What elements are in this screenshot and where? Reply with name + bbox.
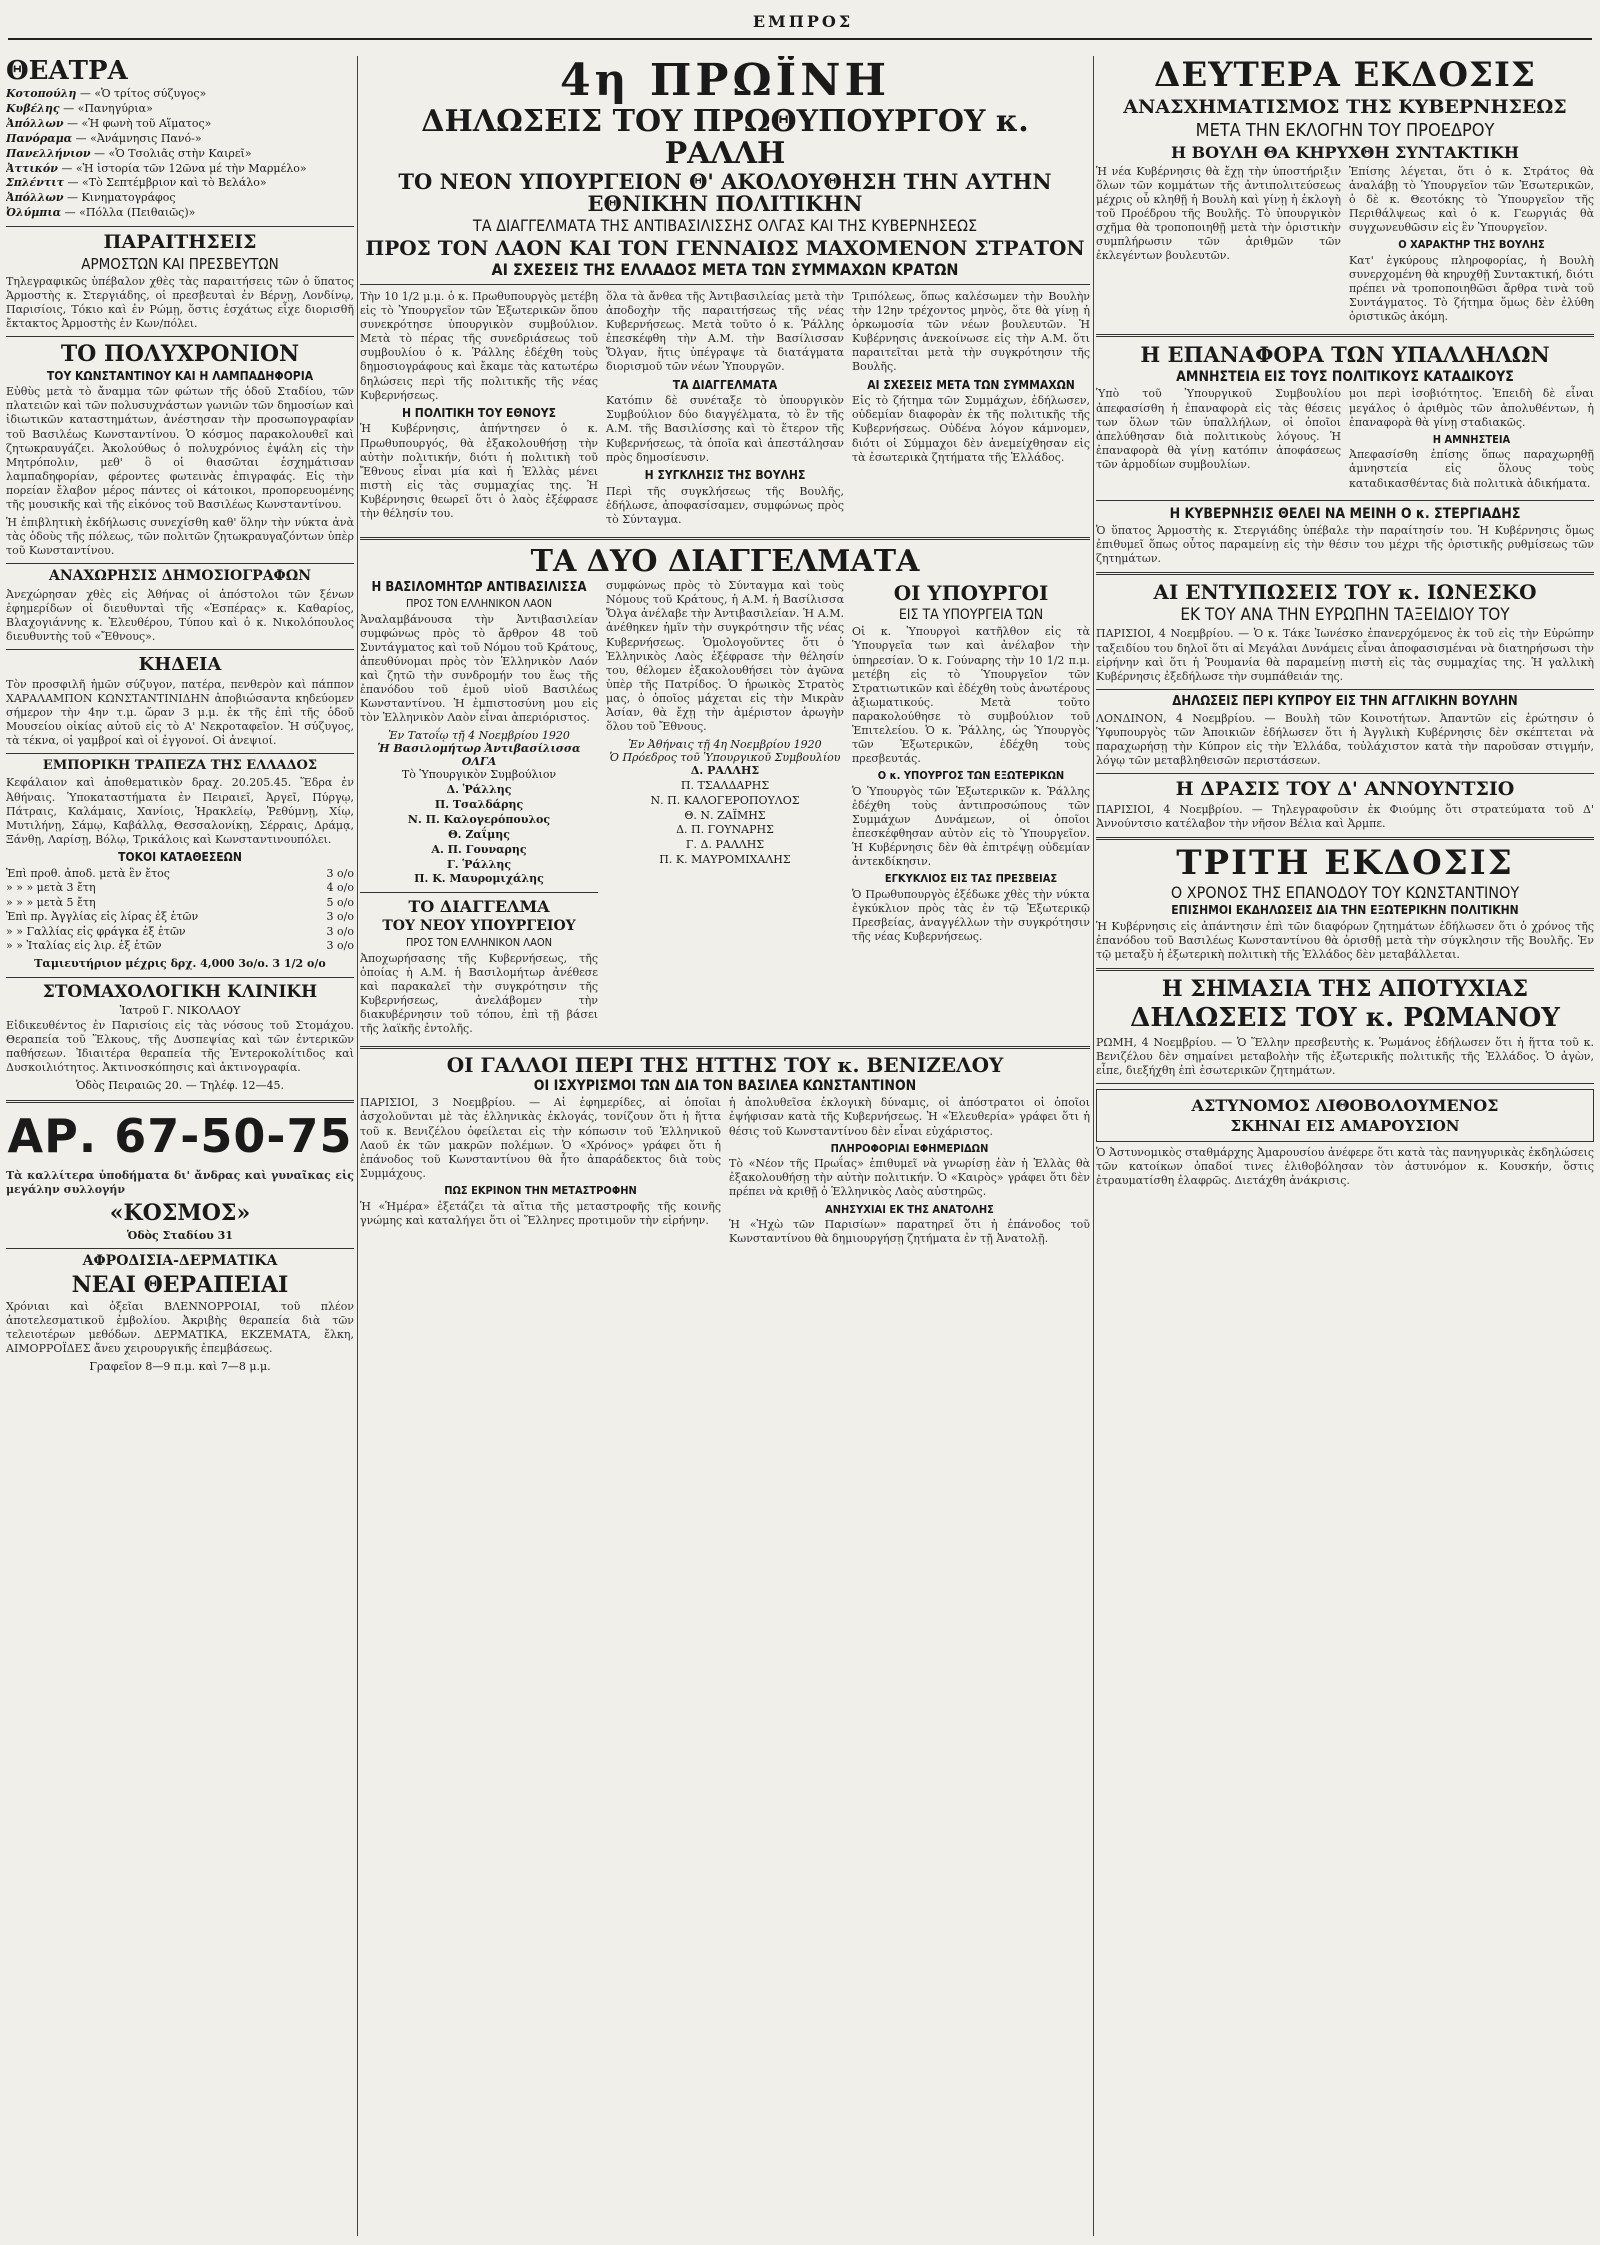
- gov-proclamation-text: συμφώνως πρὸς τὸ Σύνταγμα καὶ τοὺς Νόμους τοῦ Κράτους, ἡ Α.Μ. ἡ Βασίλισσα Ὄλγα ἀνέλαβε τὴν Ἀντιβασιλείαν. Ἡ Α.Μ. ἀνέθηκεν ἡμῖν τὴν συγκρότησιν τῆς νέας Κυβερνήσεως. Ὁμολογοῦντες ὅτι ὁ Ἑλληνικὸς Λαὸς ἐξέφρασε τὴν θέλησίν του, θέλομεν ἐξακολουθήσει τὸν ἀγῶνα ὑπὲρ τῆς Πατρίδος. Ὁ ἡρωικὸς Στρατὸς μας, ὁ ὁποῖος μάχεται εἰς τὴν Μικρὰν Ἀσίαν, θὰ ἔχῃ τὴν ἀμέριστον ἀρωγὴν ὅλου τοῦ Ἔθνους.: [606, 579, 844, 734]
- main-headline: ΔΗΛΩΣΕΙΣ ΤΟΥ ΠΡΩΘΥΠΟΥΡΓΟΥ κ. ΡΑΛΛΗ: [421, 104, 1029, 171]
- masthead-rule: [8, 38, 1592, 40]
- rate-row: » » » μετὰ 5 ἔτη 5 ο/ο: [6, 895, 354, 909]
- resign-title: ΠΑΡΑΙΤΗΣΕΙΣ: [103, 230, 257, 253]
- lead-col-text: Τὴν 10 1/2 μ.μ. ὁ κ. Πρωθυπουργὸς μετέβη εἰς τὸ Ὑπουργεῖον τῶν Ἐξωτερικῶν ὅπου συνεκρότησε ὑπουργικὸν συμβούλιον. Μετὰ τὸ πέρας τῆς συνεδριάσεως τοῦ συμβουλίου ὁ κ. Ῥάλλης ἐδέχθη τοὺς δημοσιογράφους καὶ ἔκαμε τὰς κατωτέρω δηλώσεις περὶ τῆς πολιτικῆς τῆς νέας Κυβερνήσεως.: [360, 290, 598, 402]
- french-col: [360, 1096, 721, 1250]
- lead-col-text: Κατόπιν δὲ συνέταξε τὸ ὑπουργικὸν Συμβούλιον δύο διαγγέλματα, τὸ ἓν τῆς Α.Μ. τῆς Βασιλίσσης καὶ τὸ ἕτερον τῆς Κυβερνήσεως, τὰ ὁποῖα καὶ ἀπεστάλησαν πρὸς δημοσίευσιν.: [606, 394, 844, 464]
- clinic-doctor: Ἰατροῦ Γ. ΝΙΚΟΛΑΟΥ: [119, 1004, 241, 1018]
- subhead-4: ΑΙ ΣΧΕΣΕΙΣ ΤΗΣ ΕΛΛΑΔΟΣ ΜΕΤΑ ΤΩΝ ΣΥΜΜΑΧΩΝ ΚΡΑΤΩΝ: [491, 259, 959, 279]
- minister-name: Θ. Ζαΐμης: [448, 827, 510, 841]
- amarousi-subtitle: ΣΚΗΝΑΙ ΕΙΣ ΑΜΑΡΟΥΣΙΟΝ: [1230, 1116, 1460, 1135]
- savings-line: Ταμιευτήριον μέχρις δρχ. 4,000 3ο/ο. 3 1/2 ο/ο: [34, 956, 326, 970]
- officials-text: Ὑπὸ τοῦ Ὑπουργικοῦ Συμβουλίου ἀπεφασίσθη ἡ ἐπαναφορὰ εἰς τὰς θέσεις των ὅλων τῶν ὑπαλλήλων, οἱ ὁποῖοι ἀπελύθησαν διὰ πολιτικοὺς λόγους. Ἡ ἐπαναφορὰ θὰ γίνῃ κατόπιν ἀποφάσεως τῶν ἁρμοδίων συμβουλίων.: [1096, 387, 1341, 471]
- derma-subtitle: ΝΕΑΙ ΘΕΡΑΠΕΙΑΙ: [71, 1271, 289, 1298]
- poly-body-2: Ἡ ἐπιβλητικὴ ἐκδήλωσις συνεχίσθη καθ' ὅλην τὴν νύκτα ἀνὰ τὰς ὁδοὺς τῆς πόλεως, τῶν πολιτῶν ζητωκραυγαζόντων ὑπὲρ τοῦ Κωνσταντίνου.: [6, 516, 354, 558]
- amarousi-box: [1096, 1089, 1594, 1142]
- newspaper-name: ΕΜΠΡΟΣ: [752, 12, 854, 31]
- theatre-item: Ἀττικόν — «Ἡ ἱστορία τῶν 12ῶνα μέ τὴν Μαρμέλο»: [6, 161, 307, 175]
- subhead-3: ΠΡΟΣ ΤΟΝ ΛΑΟΝ ΚΑΙ ΤΟΝ ΓΕΝΝΑΙΩΣ ΜΑΧΟΜΕΝΟΝ ΣΤΡΑΤΟΝ: [365, 235, 1085, 260]
- ministers-subhead: ΕΓΚΥΚΛΙΟΣ ΕΙΣ ΤΑΣ ΠΡΕΣΒΕΙΑΣ: [884, 872, 1058, 886]
- divider: [6, 1248, 354, 1249]
- officials-subtitle: ΑΜΝΗΣΤΕΙΑ ΕΙΣ ΤΟΥΣ ΠΟΛΙΤΙΚΟΥΣ ΚΑΤΑΔΙΚΟΥΣ: [1176, 369, 1514, 386]
- theatre-item: Πανελλήνιον — «Ὁ Τσολιᾶς στὴν Καιρεῖ»: [6, 146, 252, 160]
- center-column: [360, 56, 1090, 2236]
- resign-subtitle: ΑΡΜΟΣΤΩΝ ΚΑΙ ΠΡΕΣΒΕΥΤΩΝ: [81, 254, 279, 273]
- theatre-item: Κοτοπούλη — «Ὁ τρίτος σύζυγος»: [6, 87, 207, 101]
- bank-title: ΕΜΠΟΡΙΚΗ ΤΡΑΠΕΖΑ ΤΗΣ ΕΛΛΑΔΟΣ: [42, 758, 318, 774]
- officials-text: Ἀπεφασίσθη ἐπίσης ὅπως παραχωρηθῇ ἀμνηστεία εἰς ὅλους τοὺς καταδικασθέντας διὰ πολιτικὰ ἀδικήματα.: [1349, 448, 1594, 490]
- reshuffle-text: Ἡ νέα Κυβέρνησις θὰ ἔχῃ τὴν ὑποστήριξιν ὅλων τῶν κομμάτων τῆς ἀντιπολιτεύσεως μέχρις οὗ κληθῇ ἡ Βουλὴ καὶ γίνῃ ἡ ἐκλογὴ τοῦ Προέδρου τῆς Βουλῆς. Τὸ ὑπουργικὸν σχῆμα θὰ τροποποιηθῇ μετὰ τὴν ὁριστικὴν συμπλήρωσιν τῶν ἀριθμῶν τῶν ἐκλεγέντων βουλευτῶν.: [1096, 164, 1341, 263]
- minister-name: Π. Τσαλδάρης: [434, 798, 524, 812]
- gov-proclamation-cont: [606, 579, 844, 1040]
- reshuffle-subhead: Ο ΧΑΡΑΚΤΗΡ ΤΗΣ ΒΟΥΛΗΣ: [1398, 238, 1545, 252]
- phone-number: ΑΡ. 67-50-75: [7, 1109, 353, 1164]
- clinic-title: ΣΤΟΜΑΧΟΛΟΓΙΚΗ ΚΛΙΝΙΚΗ: [42, 981, 318, 1002]
- gov-proclamation-sub2: ΠΡΟΣ ΤΟΝ ΕΛΛΗΝΙΚΟΝ ΛΑΟΝ: [405, 936, 553, 950]
- lead-col: [852, 290, 1090, 531]
- divider: [1096, 837, 1594, 840]
- french-subhead: ΠΩΣ ΕΚΡΙΝΟΝ ΤΗΝ ΜΕΤΑΣΤΡΟΦΗΝ: [444, 1183, 637, 1197]
- rate-row: » » Ἰταλίας εἰς λιρ. ἐξ ἑτῶν 3 ο/ο: [6, 939, 354, 953]
- divider: [1096, 500, 1594, 501]
- gov-member: Ν. Π. ΚΑΛΟΓΕΡΟΠΟΥΛΟΣ: [650, 793, 800, 807]
- divider: [1096, 773, 1594, 774]
- resign-body: Τηλεγραφικῶς ὑπέβαλον χθὲς τὰς παραιτήσεις τῶν ὁ ὕπατος Ἁρμοστὴς κ. Στεργιάδης, οἱ πρεσβευταὶ ἐν Βέρνῃ, Λονδίνῳ, Παρισίοις, Τόκιο καὶ ἐν Ρώμῃ, ὅστις ἐσχάτως εἶχε διορισθῆ ἔκτακτος Ἁρμοστὴς ἐν Κων/πόλει.: [6, 275, 354, 331]
- divider: [6, 649, 354, 650]
- queen-proclamation: [360, 579, 598, 1040]
- ministers-title: ΟΙ ΥΠΟΥΡΓΟΙ: [893, 581, 1049, 606]
- lead-col-text: Περὶ τῆς συγκλήσεως τῆς Βουλῆς, ἐδήλωσε, ἀποφασίσαμεν, συμφώνως πρὸς τὸ Σύνταγμα.: [606, 484, 844, 526]
- press-body: Ἀνεχώρησαν χθὲς εἰς Ἀθήνας οἱ ἀπόστολοι τῶν ξένων ἐφημερίδων οἱ διευθυνταὶ τῆς «Ἑσπέρας» κ. Καθαρίος, Βλαχογιάννης κ. Ἐλευθέρου, Τύπου καὶ ὁ κ. Νικολόπουλος διευθυντὴς τοῦ «Ἔθνους».: [6, 587, 354, 643]
- divider: [1096, 689, 1594, 690]
- rate-row: Ἐπὶ πρ. Ἀγγλίας εἰς λίρας ἐξ ἑτῶν 3 ο/ο: [6, 910, 354, 924]
- theatre-item: Πανόραμα — «Ἀνάμνησις Πανό-»: [6, 131, 202, 145]
- queen-date: Ἐν Τατοΐῳ τῇ 4 Νοεμβρίου 1920: [388, 729, 570, 743]
- queen-title: Η ΒΑΣΙΛΟΜΗΤΩΡ ΑΝΤΙΒΑΣΙΛΙΣΣΑ: [371, 580, 587, 596]
- rates-table: [6, 867, 354, 954]
- poly-title: ΤΟ ΠΟΛΥΧΡΟΝΙΟΝ: [60, 341, 300, 368]
- queen-sign: Ἡ Βασιλομήτωρ Ἀντιβασίλισσα ΟΛΓΑ: [377, 742, 581, 769]
- third-edition-title: ΤΡΙΤΗ ΕΚΔΟΣΙΣ: [1176, 843, 1514, 884]
- ionescu-body: ΠΑΡΙΣΙΟΙ, 4 Νοεμβρίου. — Ὁ κ. Τάκε Ἰωνέσκο ἐπανερχόμενος ἐκ τοῦ εἰς τὴν Εὐρώπην ταξειδίου του δηλοῖ ὅτι αἱ Μεγάλαι Δυνάμεις εἶναι ἀποφασισμέναι νὰ διατηρήσωσι τὴν εἰρήνην καὶ ὅτι ἡ Ῥουμανία θὰ παραμείνῃ πιστὴ εἰς τὰς συμμαχίας της. Ἡ γαλλικὴ Κυβέρνησις ἐξεδήλωσε τὴν συμπάθειάν της.: [1096, 627, 1594, 683]
- ministers-body: Ὁ Ὑπουργὸς τῶν Ἐξωτερικῶν κ. Ῥάλλης ἐδέχθη τοὺς ἀντιπροσώπους τῶν Συμμάχων Δυνάμεων, οἱ ὁποῖοι ἐπεσκέφθησαν αὐτὸν εἰς τὸ Ὑπουργεῖον. Ἡ Κυβέρνησις δὲν θὰ ἐπιτρέψῃ οὐδεμίαν ἀντεκδίκησιν.: [852, 784, 1090, 869]
- romanos-title: ΔΗΛΩΣΕΙΣ ΤΟΥ κ. ΡΩΜΑΝΟΥ: [1130, 1003, 1560, 1034]
- divider: [360, 892, 598, 893]
- clinic-address: Ὁδὸς Πειραιῶς 20. — Τηλέφ. 12—45.: [75, 1079, 285, 1093]
- lead-col-subhead: Η ΣΥΓΚΛΗΣΙΣ ΤΗΣ ΒΟΥΛΗΣ: [644, 467, 806, 482]
- officials-article: [1096, 387, 1594, 494]
- lead-col: [606, 290, 844, 531]
- divider: [1096, 1083, 1594, 1084]
- derma-hours: Γραφεῖον 8—9 π.μ. καὶ 7—8 μ.μ.: [89, 1360, 271, 1374]
- stergiadis-title: Η ΚΥΒΕΡΝΗΣΙΣ ΘΕΛΕΙ ΝΑ ΜΕΙΝΗ Ο κ. ΣΤΕΡΓΙΑΔΗΣ: [1169, 505, 1521, 522]
- divider: [360, 1046, 1090, 1049]
- right-column: [1096, 56, 1594, 2236]
- kosmos-address: Ὁδὸς Σταδίου 31: [127, 1228, 233, 1242]
- french-article: [360, 1096, 1090, 1250]
- divider: [1096, 968, 1594, 971]
- french-subhead: ΑΝΗΣΥΧΙΑΙ ΕΚ ΤΗΣ ΑΝΑΤΟΛΗΣ: [825, 1202, 994, 1216]
- theatre-item: Σπλέντιτ — «Τὸ Σεπτέμβριον καὶ τὸ Βελάλο»: [6, 176, 267, 190]
- minister-name: Δ. Ῥάλλης: [446, 783, 512, 797]
- two-proclamations-title: ΤΑ ΔΥΟ ΔΙΑΓΓΕΛΜΑΤΑ: [530, 543, 920, 579]
- queen-subtitle: ΠΡΟΣ ΤΟΝ ΕΛΛΗΝΙΚΟΝ ΛΑΟΝ: [405, 597, 553, 611]
- french-text: Ἡ «Ἡμέρα» ἐξετάζει τὰ αἴτια τῆς μεταστροφῆς τῆς κοινῆς γνώμης καὶ καταλήγει ὅτι οἱ Ἕλληνες προτιμοῦν τὴν εἰρήνην.: [360, 1199, 721, 1227]
- lead-col-text: Ἡ Κυβέρνησις, ἀπήντησεν ὁ κ. Πρωθυπουργός, θὰ ἐξακολουθήσῃ τὴν αὐτὴν πολιτικήν, διότι ἡ πολιτικὴ τοῦ Ἔθνους εἶναι μία καὶ ἡ Ἑλλὰς μένει πιστὴ εἰς τὰς συμμαχίας της. Ἡ Κυβέρνησις θεωρεῖ ὅτι ὁ λαὸς ἐξέφρασε τὴν θέλησίν του.: [360, 422, 598, 520]
- clinic-body: Εἰδικευθέντος ἐν Παρισίοις εἰς τὰς νόσους τοῦ Στομάχου. Θεραπεία τοῦ Ἕλκους, τῆς Δυσπεψίας καὶ τῶν ἐντερικῶν παθήσεων. Ἰδιαιτέρα θεραπεία τῆς Ἐντεροκολίτιδος καὶ Δυσκοιλιότητος. Ἀκτινοσκόπησις καὶ ἀκτινογραφία.: [6, 1019, 354, 1075]
- gov-proclamation-title: ΤΟ ΔΙΑΓΓΕΛΜΑ: [408, 897, 550, 917]
- reshuffle-article: [1096, 165, 1594, 328]
- minister-name: Α. Π. Γουναρης: [431, 842, 527, 856]
- funeral-body: Τὸν προσφιλῆ ἡμῶν σύζυγον, πατέρα, πενθερὸν καὶ πάππον ΧΑΡΑΛΑΜΠΟΝ ΚΩΝΣΤΑΝΤΙΝΙΔΗΝ ἀποβιώσαντα κηδεύομεν σήμερον τὴν 4ην τ.μ. ὥραν 3 μ.μ. ἐκ τῆς ἐπὶ τῆς ὁδοῦ Μουσείου οἰκίας αὐτοῦ εἰς τὸ Α' Νεκροταφεῖον. Ἡ σύζυγος, τὰ τέκνα, οἱ γαμβροί καὶ οἱ ἐγγονοί. Οἱ ἀνεψιοί.: [6, 677, 354, 748]
- subhead-1: ΤΟ ΝΕΟΝ ΥΠΟΥΡΓΕΙΟΝ Θ' ΑΚΟΛΟΥΘΗΣΗ ΤΗΝ ΑΥΤΗΝ ΕΘΝΙΚΗΝ ΠΟΛΙΤΙΚΗΝ: [398, 169, 1052, 217]
- derma-body: Χρόνιαι καὶ ὀξεῖαι ΒΛΕΝΝΟΡΡΟΙΑΙ, τοῦ πλέον ἀποτελεσματικοῦ ἐμβολίου. Ἀκριβὴς θεραπεία διὰ τῶν τελειοτέρων μεθόδων. ΔΕΡΜΑΤΙΚΑ, ΕΚΖΕΜΑΤΑ, ἔλκη, ΑΙΜΟΡΡΟΪΔΕΣ ἄνευ χειρουργικῆς ἐπεμβάσεως.: [6, 1300, 354, 1356]
- cyprus-title: ΔΗΛΩΣΕΙΣ ΠΕΡΙ ΚΥΠΡΟΥ ΕΙΣ ΤΗΝ ΑΓΓΛΙΚΗΝ ΒΟΥΛΗΝ: [1172, 693, 1518, 709]
- french-subhead: ΠΛΗΡΟΦΟΡΙΑΙ ΕΦΗΜΕΡΙΔΩΝ: [830, 1141, 989, 1155]
- french-text: Ἡ «Ἠχὼ τῶν Παρισίων» παρατηρεῖ ὅτι ἡ ἐπάνοδος τοῦ Κωνσταντίνου θὰ δημιουργήσῃ ζητήματα ἐν τῇ Ἀνατολῇ.: [729, 1218, 1090, 1246]
- lead-col-subhead: ΤΑ ΔΙΑΓΓΕΛΜΑΤΑ: [672, 377, 778, 392]
- theatres-title: ΘΕΑΤΡΑ: [6, 56, 128, 86]
- column-divider: [357, 56, 358, 2236]
- ministers-article: [852, 579, 1090, 1040]
- gov-member: Γ. Δ. ΡΑΛΛΗΣ: [685, 838, 765, 852]
- divider: [6, 336, 354, 337]
- second-edition-title: ΔΕΥΤΕΡΑ ΕΚΔΟΣΙΣ: [1153, 56, 1536, 95]
- divider: [360, 284, 1090, 285]
- officials-title: Η ΕΠΑΝΑΦΟΡΑ ΤΩΝ ΥΠΑΛΛΗΛΩΝ: [1140, 342, 1550, 368]
- theatre-item: Ὀλύμπια — «Πόλλα (Πειθαιῶς)»: [6, 206, 196, 220]
- divider: [1096, 334, 1594, 337]
- lead-article: [360, 290, 1090, 531]
- officials-subhead: Η ΑΜΝΗΣΤΕΙΑ: [1432, 432, 1511, 446]
- kosmos-title: «ΚΟΣΜΟΣ»: [109, 1200, 251, 1227]
- bank-body: Κεφάλαιον καὶ ἀποθεματικὸν δραχ. 20.205.45. Ἕδρα ἐν Ἀθήναις. Ὑποκαταστήματα ἐν Πειραιεῖ, Ἀργεῖ, Πύργῳ, Πάτραις, Καλάμαις, Χανίοις, Ἡρακλείῳ, Ῥεθύμνῃ, Χίῳ, Μυτιλήνῃ, Σάμῳ, Καβάλλᾳ, Θεσσαλονίκῃ, Σέρραις, Δράμᾳ, Ξάνθῃ, Λαρίσῃ, Βόλῳ, Τρικάλοις καὶ Κωνσταντινουπόλει.: [6, 776, 354, 846]
- failure-title: Η ΣΗΜΑΣΙΑ ΤΗΣ ΑΠΟΤΥΧΙΑΣ: [1161, 976, 1529, 1003]
- gov-proclamation-subtitle: ΤΟΥ ΝΕΟΥ ΥΠΟΥΡΓΕΙΟΥ: [382, 917, 576, 934]
- stergiadis-body: Ὁ ὕπατος Ἁρμοστὴς κ. Στεργιάδης ὑπέβαλε τὴν παραίτησίν του. Ἡ Κυβέρνησις ὅμως ἐπιθυμεῖ ὅπως οὗτος παραμείνῃ εἰς τὴν θέσιν του μέχρι τῆς ὁριστικῆς ρυθμίσεως τῶν ζητημάτων.: [1096, 523, 1594, 565]
- reshuffle-title: ΑΝΑΣΧΗΜΑΤΙΣΜΟΣ ΤΗΣ ΚΥΒΕΡΝΗΣΕΩΣ: [1123, 95, 1567, 118]
- divider: [1096, 572, 1594, 575]
- return-body: Ἡ Κυβέρνησις εἰς ἀπάντησιν ἐπὶ τῶν διαφόρων ζητημάτων ἐδήλωσεν ὅτι ὁ χρόνος τῆς ἐπανόδου τοῦ Βασιλέως Κωνσταντίνου θὰ ὁρισθῇ μετὰ τὴν σύγκλησιν τῆς Βουλῆς. Ἐν τῷ μεταξὺ ἡ ἐξωτερικὴ πολιτικὴ τῆς Ἑλλάδος δὲν μεταβάλλεται.: [1096, 919, 1594, 962]
- french-text: ΠΑΡΙΣΙΟΙ, 3 Νοεμβρίου. — Αἱ ἐφημερίδες, αἱ ὁποῖαι ἀσχολοῦνται μὲ τὰς ἑλληνικὰς ἐκλογάς, τονίζουν ὅτι ἡ ἥττα τοῦ κ. Βενιζέλου ὀφείλεται εἰς τὴν κόπωσιν τοῦ Ἑλληνικοῦ Λαοῦ ἐκ τῶν μακρῶν πολέμων. Ὁ «Χρόνος» γράφει ὅτι ἡ ἐπάνοδος τοῦ Κωνσταντίνου θὰ ἦτο ἀπαράδεκτος διὰ τοὺς Συμμάχους.: [360, 1096, 721, 1180]
- divider: [6, 1100, 354, 1103]
- gov-date: Ἐν Ἀθήναις τῇ 4η Νοεμβρίου 1920: [628, 738, 822, 752]
- reshuffle-text: Ἐπίσης λέγεται, ὅτι ὁ κ. Στράτος θὰ ἀναλάβῃ τὸ Ὑπουργεῖον τῶν Ἐσωτερικῶν, ὁ δὲ κ. Θεοτόκης τὸ Ὑπουργεῖον τῆς Περιθάλψεως καὶ ὁ κ. Γεωργιάς θὰ συγχωνευθῶσιν εἰς ἓν Ὑπουργεῖον.: [1349, 164, 1594, 235]
- minister-name: Π. Κ. Μαυρομιχάλης: [414, 872, 544, 886]
- divider: [6, 226, 354, 227]
- ionescu-subtitle: ΕΚ ΤΟΥ ΑΝΑ ΤΗΝ ΕΥΡΩΠΗΝ ΤΑΞΕΙΔΙΟΥ ΤΟΥ: [1180, 604, 1510, 625]
- rate-row: Ἐπὶ προθ. ἀποδ. μετὰ ἓν ἔτος 3 ο/ο: [6, 866, 354, 880]
- kosmos-body: Τὰ καλλίτερα ὑποδήματα δι' ἄνδρας καὶ γυναῖκας εἰς μεγάλην συλλογήν: [6, 1169, 354, 1197]
- rate-row: » » Γαλλίας εἰς φράγκα ἐξ ἑτῶν 3 ο/ο: [6, 924, 354, 938]
- left-column: [6, 56, 354, 2236]
- gov-sign-label: Ὁ Πρόεδρος τοῦ Ὑπουργικοῦ Συμβουλίου: [609, 751, 841, 765]
- lead-col: [360, 290, 598, 531]
- romanos-body: ΡΩΜΗ, 4 Νοεμβρίου. — Ὁ Ἕλλην πρεσβευτὴς κ. Ῥωμάνος ἐδήλωσεν ὅτι ἡ ἥττα τοῦ κ. Βενιζέλου δὲν σημαίνει μεταβολὴν τῆς ἐξωτερικῆς πολιτικῆς τῆς Ἑλλάδος. Ὁ ἀγὼν, εἶπε, διεξήχθη ἐπὶ ἐσωτερικῶν ζητημάτων.: [1096, 1035, 1594, 1078]
- divider: [360, 537, 1090, 540]
- gov-proclamation-body: Ἀποχωρήσασης τῆς Κυβερνήσεως, τῆς ὁποίας ἡ Α.Μ. ἡ Βασιλομήτωρ ἀνέθεσε καὶ παρακαλεῖ τὴν συγκρότησιν τῆς Κυβερνήσεως, ἀνελάβομεν τὴν διακυβέρνησιν τοῦ τόπου, ἐπὶ τῇ βάσει τῆς λαϊκῆς ἐντολῆς.: [360, 951, 598, 1036]
- return-title: Ο ΧΡΟΝΟΣ ΤΗΣ ΕΠΑΝΟΔΟΥ ΤΟΥ ΚΩΝΣΤΑΝΤΙΝΟΥ: [1170, 882, 1520, 902]
- theatre-item: Ἀπόλλων — «Ἡ φωνὴ τοῦ Αἵματος»: [6, 116, 212, 130]
- ministers-subhead: Ο κ. ΥΠΟΥΡΓΟΣ ΤΩΝ ΕΞΩΤΕΡΙΚΩΝ: [877, 769, 1065, 783]
- amarousi-title: ΑΣΤΥΝΟΜΟΣ ΛΙΘΟΒΟΛΟΥΜΕΝΟΣ: [1191, 1096, 1499, 1116]
- reshuffle-subtitle: ΜΕΤΑ ΤΗΝ ΕΚΛΟΓΗΝ ΤΟΥ ΠΡΟΕΔΡΟΥ: [1195, 119, 1495, 141]
- gov-sign: Δ. ΡΑΛΛΗΣ: [690, 764, 760, 778]
- column-divider: [1093, 56, 1094, 2236]
- ministers-body: Ὁ Πρωθυπουργὸς ἐξέδωκε χθὲς τὴν νύκτα ἐγκύκλιον πρὸς τὰς ἐν τῷ Ἐξωτερικῷ Πρεσβείας, ἀναγγέλλων τὴν συγκρότησιν τῆς νέας Κυβερνήσεως.: [852, 887, 1090, 944]
- lead-col-subhead: ΑΙ ΣΧΕΣΕΙΣ ΜΕΤΑ ΤΩΝ ΣΥΜΜΑΧΩΝ: [867, 377, 1075, 392]
- theatres-list: [6, 87, 354, 221]
- french-subtitle: ΟΙ ΙΣΧΥΡΙΣΜΟΙ ΤΩΝ ΔΙΑ ΤΟΝ ΒΑΣΙΛΕΑ ΚΩΝΣΤΑΝΤΙΝΟΝ: [533, 1078, 917, 1095]
- theatre-item: Κυβέλης — «Πανηγύρια»: [6, 102, 153, 116]
- lead-col-text: ὅλα τὰ ἄνθεα τῆς Ἀντιβασιλείας μετὰ τὴν ἀποδοχὴν τῆς παραιτήσεως τῆς νέας Κυβερνήσεως. Μετὰ τοῦτο ὁ κ. Ῥάλλης ἐπεσκέφθη τὴν Α.Μ. τὴν Βασίλισσαν Ὄλγαν, ἥτις ὑπέγραψε τὰ διατάγματα διορισμοῦ τῶν νέων Ὑπουργῶν.: [606, 290, 844, 374]
- reshuffle-subtitle-2: Η ΒΟΥΛΗ ΘΑ ΚΗΡΥΧΘΗ ΣΥΝΤΑΚΤΙΚΗ: [1170, 143, 1520, 163]
- poly-body: Εὐθὺς μετὰ τὸ ἄναμμα τῶν φώτων τῆς ὁδοῦ Σταδίου, τῶν πλατειῶν καὶ τῶν πολυσυχνάστων γωνιῶν τῶν δημοσίων καὶ ἰδιωτικῶν καταστημάτων, ἀνέστησαν τὴν προσωπογραφίαν τοῦ Βασιλέως Κωνσταντίνου. Ὁ κόσμος παρακολουθεῖ καὶ ζητωκραυγάζει. Ἀκολούθως ὁ πολυχρόνιος ἐψάλη εἰς τὴν Μητρόπολιν, μεθ' ὃ οἱ θιασῶται ἐσχημάτισαν λαμπαδηφορίαν, φέροντες φωτεινὰς ἐπιγραφάς. Εἰς τὴν πορείαν ἔλαβον μέρος πάντες οἱ κάτοικοι, προπορευομένης τῆς μουσικῆς καὶ τῆς εἰκόνος τοῦ Βασιλέως Κωνσταντίνου.: [6, 385, 354, 511]
- dannunzio-body: ΠΑΡΙΣΙΟΙ, 4 Νοεμβρίου. — Τηλεγραφοῦσιν ἐκ Φιούμης ὅτι στρατεύματα τοῦ Δ' Ἀννούντσιο κατέλαβον τὴν νῆσον Βέλια καὶ Ἀρμπε.: [1096, 802, 1594, 830]
- gov-member: Π. ΤΣΑΛΔΑΡΗΣ: [680, 778, 770, 792]
- ministers-body: Οἱ κ. Ὑπουργοὶ κατῆλθον εἰς τὰ Ὑπουργεῖα των καὶ ἀνέλαβον τὴν ὑπηρεσίαν. Ὁ κ. Γούναρης τὴν 10 1/2 π.μ. μετέβη εἰς τὸ Ὑπουργεῖον τῶν Στρατιωτικῶν καὶ ἐδέχθη τοὺς ἀνωτέρους ἀξιωματικούς. Μετὰ τοῦτο παρακολούθησε τὸ συμβούλιον τοῦ Ἐπιτελείου. Ὁ κ. Ῥάλλης, ὡς Ὑπουργὸς τῶν Ἐξωτερικῶν, ἐδέχθη τοὺς πρεσβευτάς.: [852, 625, 1090, 766]
- gov-member: Θ. Ν. ΖΑΪΜΗΣ: [684, 808, 766, 822]
- lead-col-subhead: Η ΠΟΛΙΤΙΚΗ ΤΟΥ ΕΘΝΟΥΣ: [402, 405, 556, 420]
- funeral-title: ΚΗΔΕΙΑ: [138, 653, 222, 675]
- queen-body: Ἀναλαμβάνουσα τὴν Ἀντιβασιλείαν συμφώνως πρὸς τὸ ἄρθρον 48 τοῦ Συντάγματος καὶ τοῦ Νόμου τοῦ Κράτους, ἀπευθύνομαι πρὸς τὸν Ἑλληνικὸν Λαόν καὶ ζητῶ τὴν συνδρομήν του ἕως τῆς ἐπανόδου τοῦ ἐμοῦ υἱοῦ Βασιλέως Κωνσταντίνου. Ἡ ἐμπιστοσύνη μου εἰς τὸν Ἑλληνικὸν Λαὸν εἶναι ἀπεριόριστος.: [360, 612, 598, 725]
- minister-name: Ν. Π. Καλογερόπουλος: [407, 812, 551, 826]
- lead-col-text: Εἰς τὸ ζήτημα τῶν Συμμάχων, ἐδήλωσεν, οὐδεμίαν διαφορὰν ἐκ τῆς πολιτικῆς τῆς Κυβερνήσεως. Οὐδένα λόγον κάμνομεν, διότι οἱ Σύμμαχοι δὲν ἀνεμείχθησαν εἰς τὰ ἐσωτερικὰ ζητήματα τῆς Ἑλλάδος.: [852, 394, 1090, 464]
- edition-title: 4η ΠΡΩΪΝΗ: [559, 56, 891, 106]
- french-title: ΟΙ ΓΑΛΛΟΙ ΠΕΡΙ ΤΗΣ ΗΤΤΗΣ ΤΟΥ κ. ΒΕΝΙΖΕΛΟΥ: [446, 1053, 1004, 1078]
- amarousi-body: Ὁ Ἀστυνομικὸς σταθμάρχης Ἀμαρουσίου ἀνέφερε ὅτι κατὰ τὰς πανηγυρικὰς ἐκδηλώσεις τῶν κατοίκων ὀπαδοί τινες ἐλιθοβόλησαν τὸν ἀστυνόμον κ. Κουσκήν, ὅστις ἐτραυματίσθη ἐλαφρῶς. Διετάχθη ἀνάκρισις.: [1096, 1146, 1594, 1188]
- press-title: ΑΝΑΧΩΡΗΣΙΣ ΔΗΜΟΣΙΟΓΡΑΦΩΝ: [48, 568, 312, 585]
- reshuffle-text: Κατ' ἐγκύρους πληροφορίας, ἡ Βουλὴ συνερχομένη θὰ κηρυχθῇ Συντακτική, διότι πρέπει νὰ τροποποιηθῶσι ἄρθρα τινὰ τοῦ Συντάγματος. Τὸ ζήτημα ὅμως δὲν ἐλύθη ὁριστικῶς ἀκόμη.: [1349, 253, 1594, 324]
- officials-text: μοι περὶ ἰσοβιότητος. Ἐπειδὴ δὲ εἶναι μεγάλος ὁ ἀριθμὸς τῶν ἀπολυθέντων, ἡ ἐπαναφορὰ θὰ γίνῃ σταδιακῶς.: [1349, 387, 1594, 429]
- subhead-2: ΤΑ ΔΙΑΓΓΕΛΜΑΤΑ ΤΗΣ ΑΝΤΙΒΑΣΙΛΙΣΣΗΣ ΟΛΓΑΣ ΚΑΙ ΤΗΣ ΚΥΒΕΡΝΗΣΕΩΣ: [472, 216, 978, 236]
- french-text: ἡ ἀπολυθεῖσα ἐκλογικὴ δύναμις, οἱ ἀπόστρατοι οἱ ὁποῖοι ἐψήφισαν κατὰ τῆς Κυβερνήσεως. Ἡ «Ἐλευθερία» γράφει ὅτι ἡ θέσις τοῦ Κωνσταντίνου δὲν εἶναι εὐχάριστος.: [729, 1096, 1090, 1138]
- derma-title: ΑΦΡΟΔΙΣΙΑ-ΔΕΡΜΑΤΙΚΑ: [82, 1253, 278, 1270]
- divider: [6, 753, 354, 754]
- poly-subtitle: ΤΟΥ ΚΩΝΣΤΑΝΤΙΝΟΥ ΚΑΙ Η ΛΑΜΠΑΔΗΦΟΡΙΑ: [46, 368, 314, 383]
- french-text: Τὸ «Νέον τῆς Πρωΐας» ἐπιθυμεῖ νὰ γνωρίσῃ ἐὰν ἡ Ἑλλὰς θὰ ἐξακολουθήσῃ τὴν αὐτὴν πολιτικήν. Ὁ «Καιρὸς» γράφει ὅτι δὲν πρέπει νὰ κριθῇ ὁ Ἑλληνικὸς Λαὸς αὐστηρῶς.: [729, 1157, 1090, 1199]
- french-col: [729, 1096, 1090, 1250]
- return-subtitle: ΕΠΙΣΗΜΟΙ ΕΚΔΗΛΩΣΕΙΣ ΔΙΑ ΤΗΝ ΕΞΩΤΕΡΙΚΗΝ ΠΟΛΙΤΙΚΗΝ: [1171, 903, 1519, 918]
- ionescu-title: ΑΙ ΕΝΤΥΠΩΣΕΙΣ ΤΟΥ κ. ΙΩΝΕΣΚΟ: [1153, 579, 1537, 604]
- divider: [6, 563, 354, 564]
- gov-member: Δ. Π. ΓΟΥΝΑΡΗΣ: [676, 823, 774, 837]
- minister-name: Γ. Ῥάλλης: [446, 857, 512, 871]
- cyprus-body: ΛΟΝΔΙΝΟΝ, 4 Νοεμβρίου. — Βουλὴ τῶν Κοινοτήτων. Ἀπαντῶν εἰς ἐρώτησιν ὁ Ὑφυπουργὸς τῶν Ἀποικιῶν ἐδήλωσεν ὅτι ἡ Ἀγγλικὴ Κυβέρνησις δὲν σκέπτεται νὰ παραχωρήσῃ τὴν Κύπρον εἰς τὴν Ἑλλάδα, τοὐλάχιστον κατὰ τὴν παροῦσαν στιγμήν, λόγῳ τῶν μεταβληθεισῶν περιστάσεων.: [1096, 711, 1594, 767]
- rate-row: » » » μετὰ 3 ἔτη 4 ο/ο: [6, 881, 354, 895]
- lead-col-text: Τριπόλεως, ὅπως καλέσωμεν τὴν Βουλὴν τὴν 12ην τρέχοντος μηνὸς, ὅτε θὰ γίνῃ ἡ ὁρκωμοσία τῶν νέων βουλευτῶν. Ἡ Κυβέρνησις ἀνεκοίνωσε εἰς τὴν Α.Μ. ὅτι παραιτεῖται μετὰ τὴν συγκρότησιν τῆς Βουλῆς.: [852, 290, 1090, 374]
- ministers-subtitle: ΕΙΣ ΤΑ ΥΠΟΥΡΓΕΙΑ ΤΩΝ: [898, 607, 1044, 624]
- ministers-label: Τὸ Ὑπουργικὸν Συμβούλιον: [401, 768, 557, 782]
- rates-title: ΤΟΚΟΙ ΚΑΤΑΘΕΣΕΩΝ: [118, 849, 242, 864]
- dannunzio-title: Η ΔΡΑΣΙΣ ΤΟΥ Δ' ΑΝΝΟΥΝΤΣΙΟ: [1175, 778, 1515, 801]
- divider: [6, 977, 354, 978]
- proclamations: [360, 579, 1090, 1040]
- gov-member: Π. Κ. ΜΑΥΡΟΜΙΧΑΛΗΣ: [659, 853, 791, 867]
- theatre-item: Ἀπόλλων — Κινηματογράφος: [6, 191, 176, 205]
